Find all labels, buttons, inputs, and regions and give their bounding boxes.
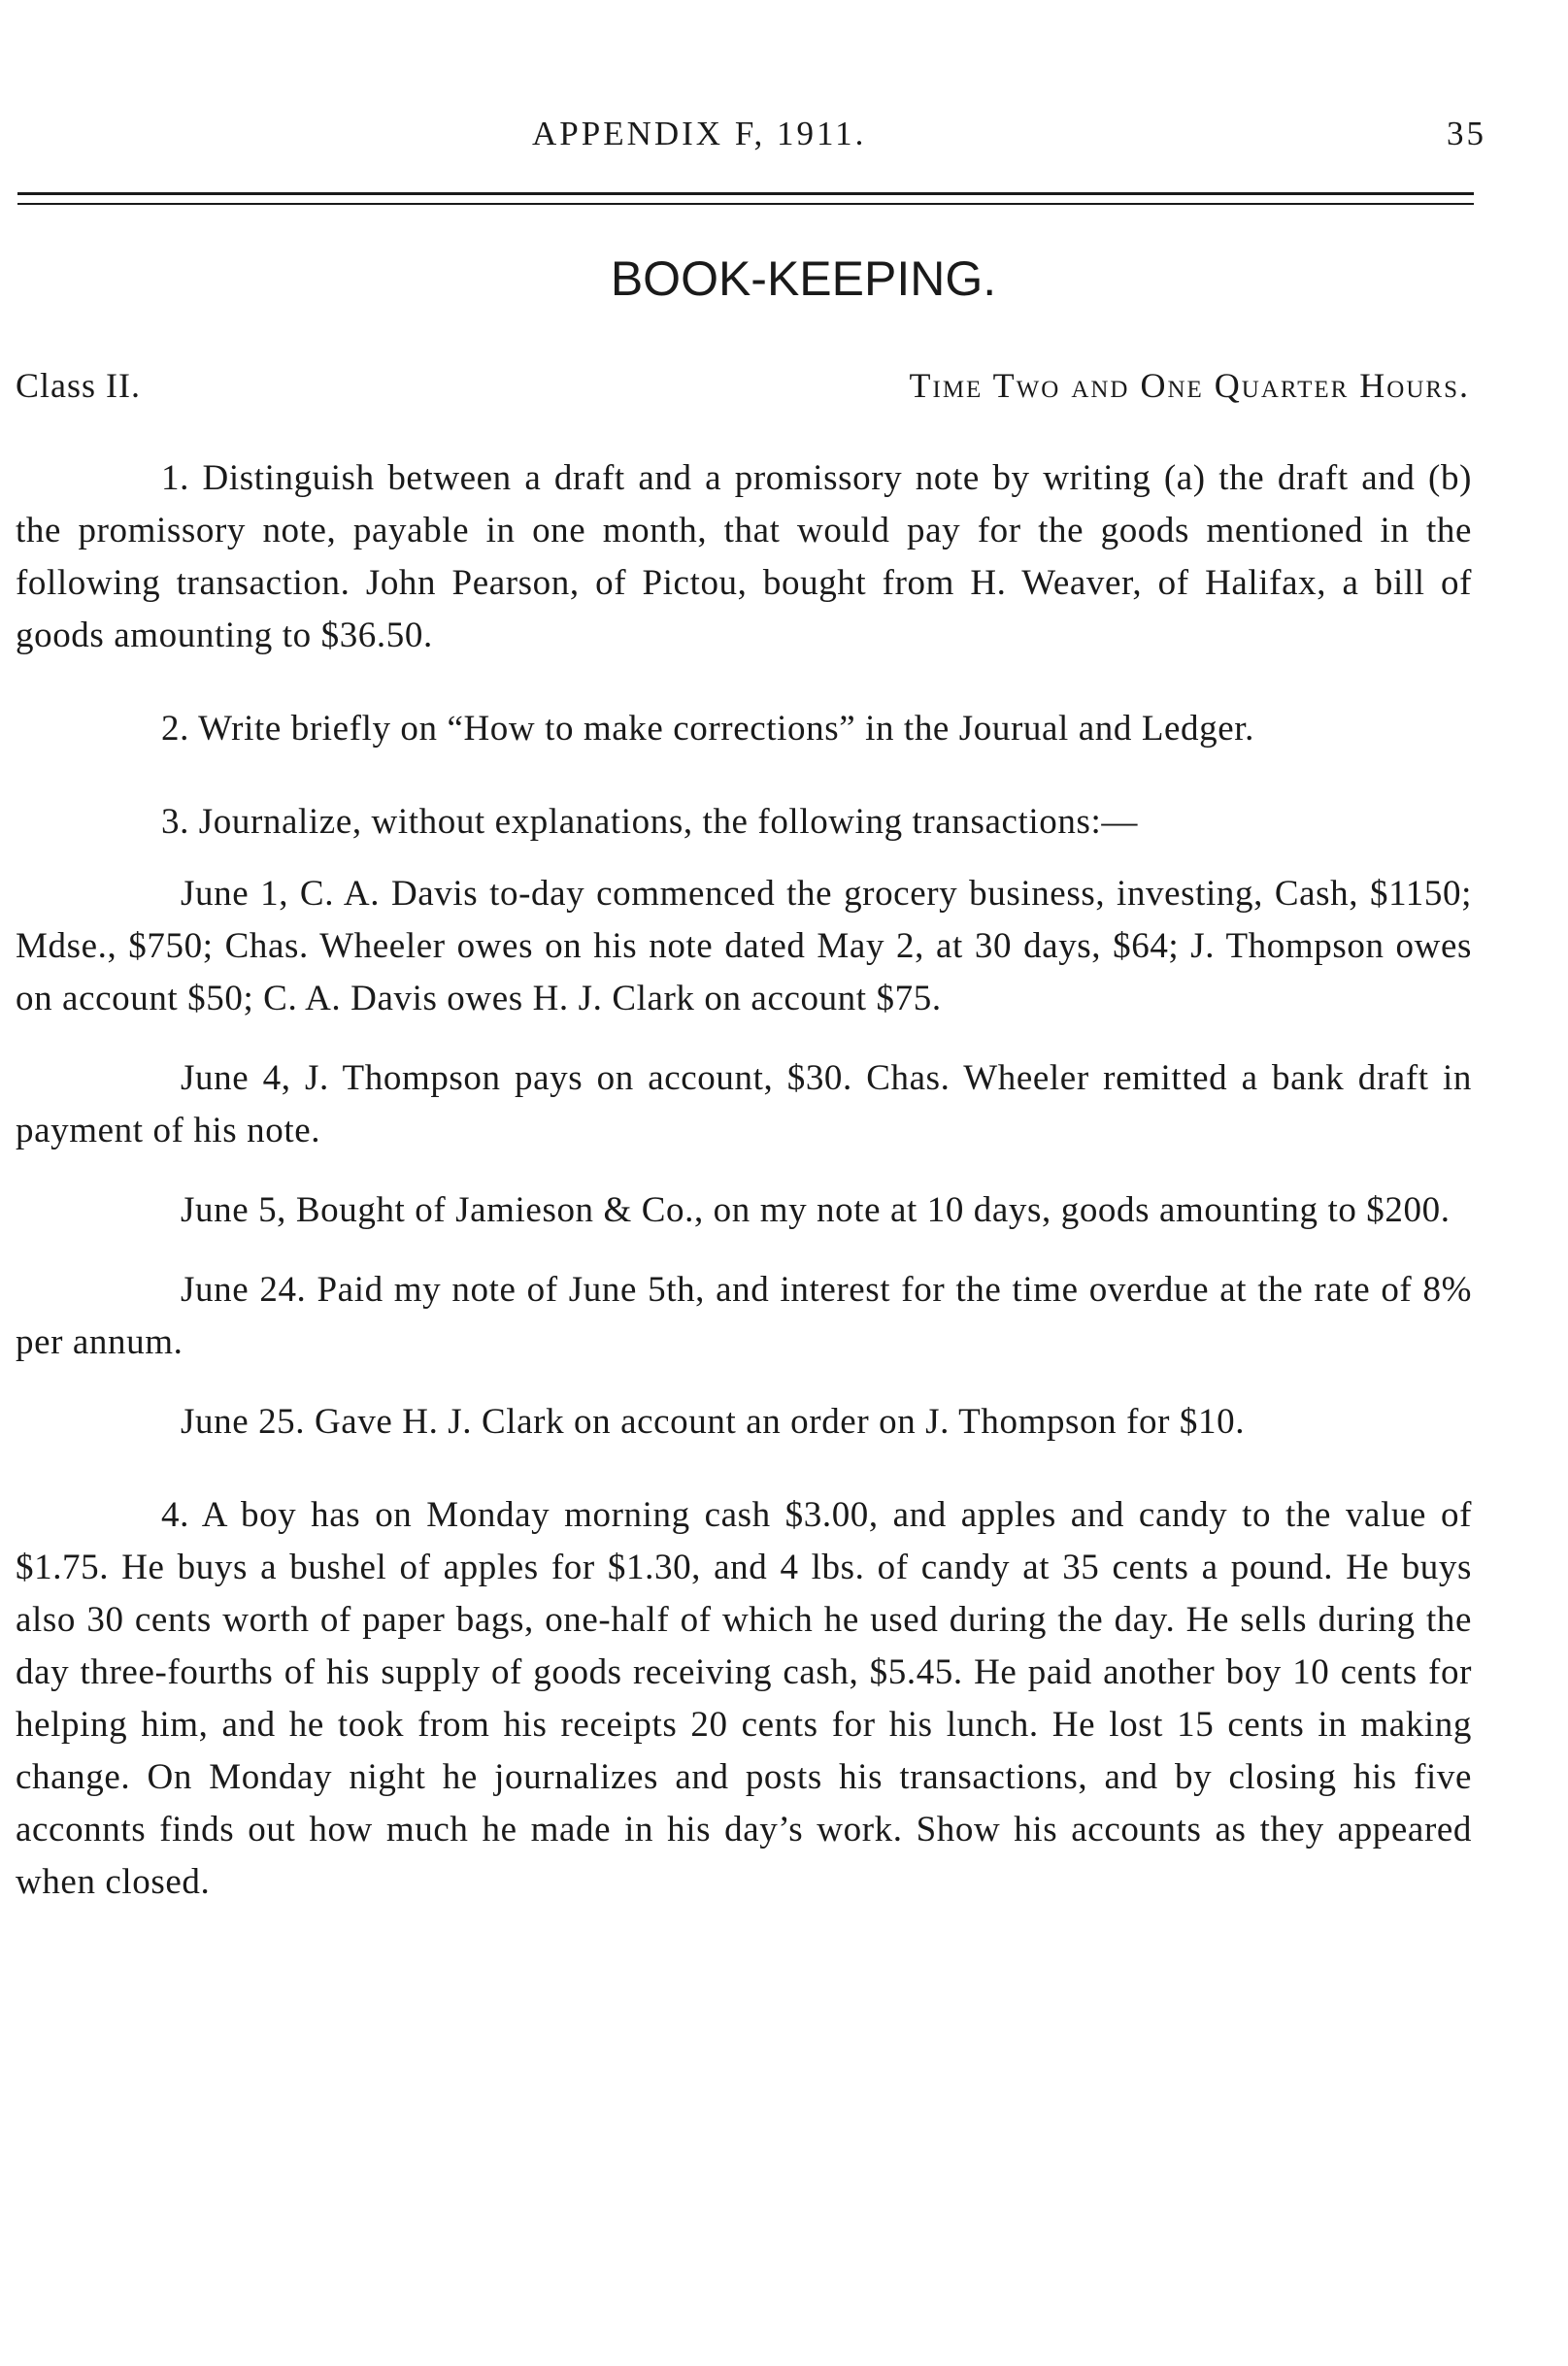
time-allowed-label: Time Two and One Quarter Hours. [909, 366, 1470, 405]
question-3: 3. Journalize, without explanations, the following transactions:— [161, 802, 1138, 842]
section-title: BOOK-KEEPING. [610, 251, 997, 306]
transaction-entry: June 1, C. A. Davis to-day commenced the grocery business, investing, Cash, $1150; Mdse., $750; Chas. Wheeler owes on his note dated May 2, at 30 days, $64; J. Thompson owes on account $50; C. A. Davis owes H. J. Clark on account $75. [16, 874, 1472, 1018]
question-4: 4. A boy has on Monday morning cash $3.00, and apples and candy to the value of $1.75. He buys a bushel of apples for $1.30, and 4 lbs. of candy at 35 cents a pound. He buys also 30 cents worth of paper bags, one-half of which he used during the day. He sells during the day three-fourths of his supply of goods receiving cash, $5.45. He paid another boy 10 cents for helping him, and he took from his receipts 20 cents for his lunch. He lost 15 cents in making change. On Monday night he journalizes and posts his transactions, and by closing his five acconnts finds out how much he made in his day’s work. Show his accounts as they appeared when closed. [16, 1495, 1472, 1902]
header-rule-top [17, 192, 1474, 195]
page-number: 35 [1447, 115, 1486, 152]
header-rule-bottom [17, 203, 1474, 205]
transaction-entry: June 5, Bought of Jamieson & Co., on my note at 10 days, goods amounting to $200. [181, 1190, 1451, 1230]
transaction-entry: June 4, J. Thompson pays on account, $30. Chas. Wheeler remitted a bank draft in payment of his note. [16, 1058, 1472, 1150]
class-line [16, 365, 1470, 414]
question-body [16, 452, 1472, 1909]
running-header [0, 115, 1568, 163]
question-2: 2. Write briefly on “How to make corrections” in the Jourual and Ledger. [161, 709, 1255, 749]
class-label: Class II. [16, 366, 141, 405]
transaction-entry: June 25. Gave H. J. Clark on account an order on J. Thompson for $10. [181, 1402, 1246, 1442]
question-1: 1. Distinguish between a draft and a promissory note by writing (a) the draft and (b) the promissory note, payable in one month, that would pay for the goods mentioned in the following transaction. John Pearson, of Pictou, bought from H. Weaver, of Halifax, a bill of goods amounting to $36.50. [16, 458, 1472, 655]
running-title: APPENDIX F, 1911. [532, 115, 867, 152]
transaction-entry: June 24. Paid my note of June 5th, and interest for the time overdue at the rate of 8% per annum. [16, 1270, 1472, 1362]
